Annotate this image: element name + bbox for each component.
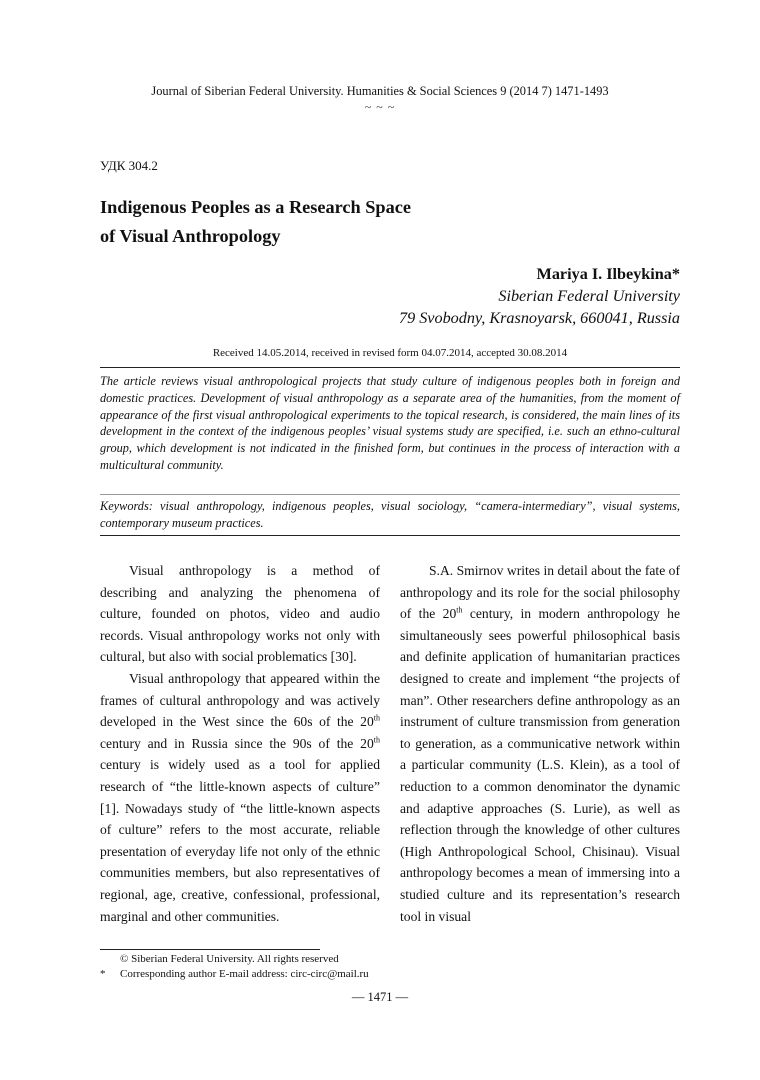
paragraph-text: century and in Russia since the 90s of the 20 xyxy=(100,735,374,751)
title-line-2: of Visual Anthropology xyxy=(100,226,281,246)
paragraph-text: century, in modern anthropology he simultaneously sees powerful philosophical basis and definite application of humanitarian practices designed to create and implement “the projects of man”. Other researchers define anthropology as an instrument of culture transmission from generation to generation, as a communicative network within a particular community (L.S. Klein), as a tool of reduction to a common denominator the dynamic and adaptive approaches (S. Lurie), as well as reflection through the knowledge of other cultures (High Anthropological School, Chisinau). Visual anthropology becomes a mean of immersing into a studied culture and its representation’s research tool in visual xyxy=(400,606,681,924)
header-ornament: ~ ~ ~ xyxy=(364,100,396,114)
paragraph-text: Visual anthropology that appeared within the frames of cultural anthropology and was actively developed in the West since the 60s of the 20 xyxy=(100,670,380,730)
author-name: Mariya I. Ilbeykina* xyxy=(536,265,680,283)
body-column-left xyxy=(100,560,380,927)
article-title xyxy=(100,193,580,251)
keywords: Keywords: visual anthropology, indigenous peoples, visual sociology, “camera-intermediary”, visual systems, contemporary museum practices. xyxy=(100,499,680,530)
footnote-corresponding xyxy=(100,967,369,982)
paragraph xyxy=(100,668,380,927)
author-block xyxy=(399,263,680,329)
journal-header: Journal of Siberian Federal University. Humanities & Social Sciences 9 (2014 7) 1471-1493 xyxy=(151,84,609,98)
paragraph-text: century is widely used as a tool for applied research of “the little-known aspects of culture” [1]. Nowadays study of “the little-known aspects of culture” refers to the most accurate, reliable presentation of everyday life not only of the ethnic communities members, but also representatives of regional, age, creative, confessional, professional, marginal and other communities. xyxy=(100,757,380,924)
abstract-top-rule xyxy=(100,367,680,368)
footnote-text: Corresponding author E-mail address: circ-circ@mail.ru xyxy=(120,967,369,980)
udk-code: УДК 304.2 xyxy=(100,158,158,173)
paragraph xyxy=(400,560,680,927)
abstract-divider xyxy=(100,494,680,495)
footnote-marker: * xyxy=(100,967,106,980)
keywords-bottom-rule xyxy=(100,535,680,536)
abstract: The article reviews visual anthropological projects that study culture of indigenous peoples both in foreign and domestic practices. Development of visual anthropology as a separate area of the humanities, from the moment of appearance of the first visual anthropological experiments to the topical research, is considered, the main lines of its development in the context of the indigenous peoples’ visual systems study are specified, i.e. such an ethno-cultural group, which development is not indicated in the finished form, but continues in the process of interaction with a multicultural community. xyxy=(100,374,680,472)
footnotes xyxy=(100,952,369,981)
paragraph: Visual anthropology is a method of describing and analyzing the phenomena of culture, founded on photos, video and audio records. Visual anthropology works not only with cultural, but also with social problematics [30]. xyxy=(100,563,380,665)
paragraph-text: S.A. Smirnov writes in detail about the fate of anthropology and its role for the social philosophy of the 20 xyxy=(400,563,680,622)
superscript: th xyxy=(456,605,463,615)
author-address: 79 Svobodny, Krasnoyarsk, 660041, Russia xyxy=(398,309,680,327)
author-affiliation: Siberian Federal University xyxy=(498,287,680,305)
footnote-rule xyxy=(100,949,320,950)
received-dates: Received 14.05.2014, received in revised form 04.07.2014, accepted 30.08.2014 xyxy=(212,347,568,359)
body-column-right xyxy=(400,560,680,927)
footnote-text: © Siberian Federal University. All rights reserved xyxy=(120,953,339,965)
footnote-copyright xyxy=(100,952,369,967)
page-number: — 1471 — xyxy=(351,990,409,1004)
superscript: th xyxy=(373,713,380,723)
title-line-1: Indigenous Peoples as a Research Space xyxy=(100,197,411,217)
superscript: th xyxy=(373,735,380,745)
